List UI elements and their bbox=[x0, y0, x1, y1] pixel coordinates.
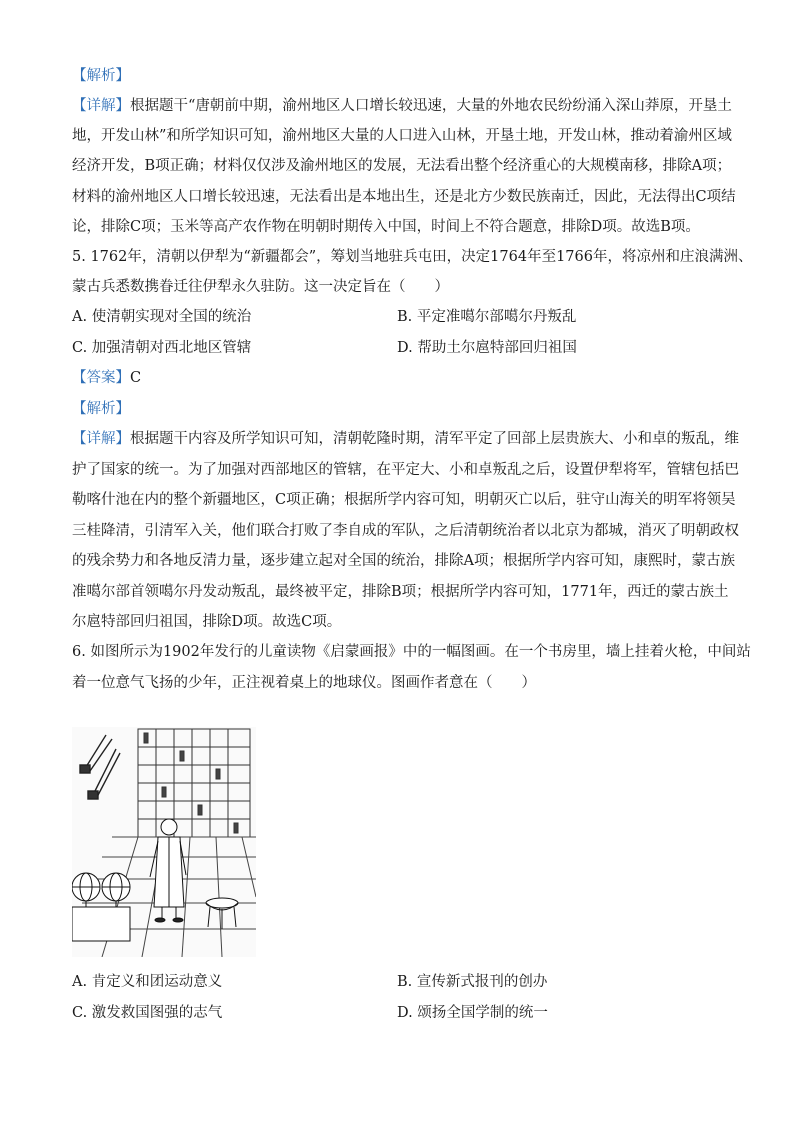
option-d: D. 颂扬全国学制的统一 bbox=[397, 1005, 548, 1021]
option-c: C. 加强清朝对西北地区管辖 bbox=[72, 340, 252, 356]
option-b: B. 平定准噶尔部噶尔丹叛乱 bbox=[397, 309, 577, 325]
analysis-tag: 【解析】 bbox=[72, 401, 130, 417]
illustration-study-room bbox=[72, 727, 256, 957]
analysis-tag: 【解析】 bbox=[72, 68, 130, 84]
answer-value: C bbox=[130, 370, 142, 386]
bookshelf bbox=[138, 729, 250, 837]
detail-line: 经济开发，B项正确；材料仅仅涉及渝州地区的发展，无法看出整个经济重心的大规模南移，排除A项； bbox=[72, 158, 732, 174]
detail-line: 论，排除C项；玉米等高产农作物在明朝时期传入中国，时间上不符合题意，排除D项。故选B项。 bbox=[72, 219, 700, 235]
question-stem: 6. 如图所示为1902年发行的儿童读物《启蒙画报》中的一幅图画。在一个书房里，墙上挂着火枪，中间站 bbox=[72, 644, 751, 660]
detail-line: 尔扈特部回归祖国，排除D项。故选C项。 bbox=[72, 614, 342, 630]
detail-line: 护了国家的统一。为了加强对西部地区的管辖，在平定大、小和卓叛乱之后，设置伊犁将军，管辖包括巴 bbox=[72, 462, 739, 478]
detail-line: 准噶尔部首领噶尔丹发动叛乱，最终被平定，排除B项；根据所学内容可知，1771年，西迁的蒙古族土 bbox=[72, 584, 729, 600]
detail-tag: 【详解】 bbox=[72, 431, 130, 447]
detail-line: 材料的渝州地区人口增长较迅速，无法看出是本地出生，还是北方少数民族南迁，因此，无法得出C项结 bbox=[72, 189, 736, 205]
question-stem: 5. 1762年，清朝以伊犁为“新疆都会”，筹划当地驻兵屯田，决定1764年至1766年，将凉州和庄浪满洲、 bbox=[72, 249, 753, 265]
boy-figure bbox=[150, 819, 186, 922]
option-a: A. 肯定义和团运动意义 bbox=[72, 974, 223, 990]
option-d: D. 帮助土尔扈特部回归祖国 bbox=[397, 340, 577, 356]
detail-line: 地，开发山林”和所学知识可知，渝州地区大量的人口进入山林，开垦土地，开发山林，推动着渝州区域 bbox=[72, 128, 732, 144]
detail-tag: 【详解】 bbox=[72, 98, 130, 114]
answer-tag: 【答案】 bbox=[72, 370, 130, 386]
detail-line: 三桂降清，引清军入关，他们联合打败了李自成的军队，之后清朝统治者以北京为都城，消灭了明朝政权 bbox=[72, 523, 739, 539]
question-stem: 着一位意气飞扬的少年，正注视着桌上的地球仪。图画作者意在（ ） bbox=[72, 675, 536, 691]
detail-line: 的残余势力和各地反清力量，逐步建立起对全国的统治，排除A项；根据所学内容可知，康熙时，蒙古族 bbox=[72, 553, 735, 569]
option-b: B. 宣传新式报刊的创办 bbox=[397, 974, 548, 990]
detail-line: 【详解】根据题干内容及所学知识可知，清朝乾隆时期，清军平定了回部上层贵族大、小和卓的叛乱，维 bbox=[72, 431, 739, 447]
answer-line bbox=[72, 368, 141, 388]
option-a: A. 使清朝实现对全国的统治 bbox=[72, 309, 252, 325]
detail-line: 【详解】根据题干“唐朝前中期，渝州地区人口增长较迅速，大量的外地农民纷纷涌入深山莽原，开垦土 bbox=[72, 98, 732, 114]
detail-line: 勒喀什池在内的整个新疆地区，C项正确；根据所学内容可知，明朝灭亡以后，驻守山海关的明军将领吴 bbox=[72, 492, 736, 508]
question-stem: 蒙古兵悉数携眷迁往伊犁永久驻防。这一决定旨在（ ） bbox=[72, 279, 449, 295]
musket-icon bbox=[80, 735, 120, 799]
stool bbox=[206, 898, 238, 929]
globe-icon bbox=[72, 873, 130, 941]
option-c: C. 激发救国图强的志气 bbox=[72, 1005, 223, 1021]
